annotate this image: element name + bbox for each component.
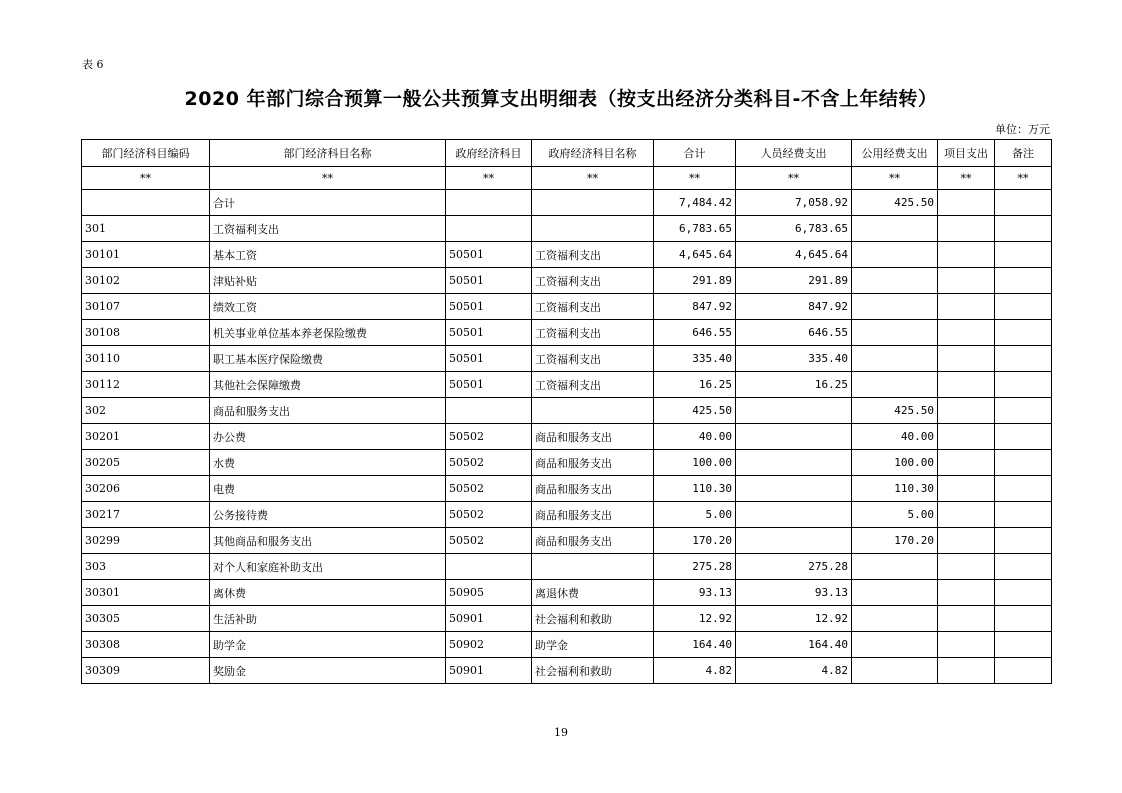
table-row [82,268,1052,294]
cell-dept-code: 30107 [82,294,210,320]
cell-project [938,424,995,450]
cell-dept-code: 30305 [82,606,210,632]
star-cell: ** [736,167,852,190]
cell-dept-name: 对个人和家庭补助支出 [210,554,446,580]
cell-dept-code: 30112 [82,372,210,398]
table-row [82,528,1052,554]
cell-gov-name: 社会福利和救助 [532,658,654,684]
cell-personnel: 7,058.92 [736,190,852,216]
cell-dept-name: 离休费 [210,580,446,606]
cell-personnel: 12.92 [736,606,852,632]
cell-public [852,372,938,398]
expenditure-table [81,139,1052,684]
cell-personnel: 16.25 [736,372,852,398]
cell-gov-name: 工资福利支出 [532,294,654,320]
cell-remark [995,242,1052,268]
cell-dept-name: 生活补助 [210,606,446,632]
cell-dept-name: 职工基本医疗保险缴费 [210,346,446,372]
cell-project [938,190,995,216]
cell-gov-name: 工资福利支出 [532,372,654,398]
header-personnel: 人员经费支出 [736,140,852,167]
cell-project [938,398,995,424]
cell-gov-code: 50905 [446,580,532,606]
cell-remark [995,372,1052,398]
table-row [82,398,1052,424]
table-row [82,658,1052,684]
cell-total: 335.40 [654,346,736,372]
star-cell: ** [532,167,654,190]
cell-project [938,294,995,320]
cell-public [852,242,938,268]
cell-dept-name: 公务接待费 [210,502,446,528]
cell-remark [995,658,1052,684]
cell-personnel: 6,783.65 [736,216,852,242]
header-gov-code: 政府经济科目 [446,140,532,167]
cell-remark [995,216,1052,242]
cell-dept-code: 30308 [82,632,210,658]
cell-dept-name: 津贴补贴 [210,268,446,294]
table-row [82,242,1052,268]
cell-dept-code: 30299 [82,528,210,554]
star-cell: ** [446,167,532,190]
cell-total: 16.25 [654,372,736,398]
cell-gov-name: 工资福利支出 [532,346,654,372]
cell-gov-name: 离退休费 [532,580,654,606]
cell-personnel: 4.82 [736,658,852,684]
cell-dept-code: 30108 [82,320,210,346]
cell-gov-name: 工资福利支出 [532,268,654,294]
unit-label: 单位：万元 [995,123,1050,136]
cell-personnel [736,528,852,554]
cell-project [938,372,995,398]
table-row [82,346,1052,372]
star-cell: ** [995,167,1052,190]
cell-public: 100.00 [852,450,938,476]
cell-remark [995,580,1052,606]
cell-project [938,554,995,580]
cell-total: 4.82 [654,658,736,684]
cell-gov-code: 50901 [446,658,532,684]
cell-dept-name: 机关事业单位基本养老保险缴费 [210,320,446,346]
cell-project [938,606,995,632]
cell-gov-code: 50902 [446,632,532,658]
cell-public [852,320,938,346]
cell-project [938,502,995,528]
cell-dept-code: 302 [82,398,210,424]
cell-total: 12.92 [654,606,736,632]
table-row [82,502,1052,528]
cell-gov-code: 50502 [446,476,532,502]
header-remark: 备注 [995,140,1052,167]
table-row [82,190,1052,216]
star-cell: ** [82,167,210,190]
cell-dept-code: 30206 [82,476,210,502]
cell-total: 100.00 [654,450,736,476]
cell-remark [995,424,1052,450]
cell-gov-code: 50501 [446,294,532,320]
star-row [82,167,1052,190]
cell-gov-name: 工资福利支出 [532,242,654,268]
cell-personnel [736,424,852,450]
cell-gov-name: 商品和服务支出 [532,450,654,476]
cell-gov-code: 50501 [446,320,532,346]
cell-gov-code: 50502 [446,502,532,528]
cell-personnel: 646.55 [736,320,852,346]
cell-dept-code: 303 [82,554,210,580]
table-row [82,580,1052,606]
cell-project [938,658,995,684]
cell-dept-code: 30217 [82,502,210,528]
cell-gov-name [532,398,654,424]
table-row [82,450,1052,476]
cell-public: 40.00 [852,424,938,450]
header-project: 项目支出 [938,140,995,167]
cell-remark [995,398,1052,424]
cell-gov-code: 50501 [446,242,532,268]
cell-personnel: 335.40 [736,346,852,372]
cell-dept-name: 基本工资 [210,242,446,268]
cell-gov-name: 商品和服务支出 [532,528,654,554]
cell-public [852,294,938,320]
cell-dept-code: 30101 [82,242,210,268]
cell-gov-code: 50901 [446,606,532,632]
cell-total: 164.40 [654,632,736,658]
header-row [82,140,1052,167]
cell-public [852,346,938,372]
cell-dept-code: 30309 [82,658,210,684]
cell-gov-code [446,216,532,242]
cell-public [852,554,938,580]
cell-gov-name [532,190,654,216]
cell-personnel [736,476,852,502]
cell-total: 40.00 [654,424,736,450]
cell-gov-code: 50502 [446,528,532,554]
cell-gov-code: 50502 [446,424,532,450]
cell-gov-code: 50502 [446,450,532,476]
cell-public [852,632,938,658]
cell-dept-name: 其他商品和服务支出 [210,528,446,554]
cell-remark [995,450,1052,476]
header-total: 合计 [654,140,736,167]
cell-dept-name: 电费 [210,476,446,502]
cell-dept-name: 商品和服务支出 [210,398,446,424]
cell-public: 425.50 [852,398,938,424]
cell-remark [995,320,1052,346]
cell-remark [995,346,1052,372]
cell-public [852,580,938,606]
cell-total: 7,484.42 [654,190,736,216]
cell-gov-code: 50501 [446,372,532,398]
cell-gov-code: 50501 [446,346,532,372]
cell-dept-code: 30301 [82,580,210,606]
cell-total: 646.55 [654,320,736,346]
cell-personnel [736,398,852,424]
table-row [82,372,1052,398]
page-number: 19 [554,726,568,739]
cell-total: 93.13 [654,580,736,606]
cell-dept-code: 30102 [82,268,210,294]
table-row [82,476,1052,502]
cell-total: 110.30 [654,476,736,502]
cell-total: 291.89 [654,268,736,294]
cell-remark [995,528,1052,554]
cell-total: 6,783.65 [654,216,736,242]
cell-personnel: 164.40 [736,632,852,658]
star-cell: ** [210,167,446,190]
cell-public: 425.50 [852,190,938,216]
header-dept-code: 部门经济科目编码 [82,140,210,167]
cell-gov-name: 社会福利和救助 [532,606,654,632]
cell-gov-code [446,398,532,424]
cell-total: 847.92 [654,294,736,320]
cell-project [938,320,995,346]
cell-personnel: 847.92 [736,294,852,320]
star-cell: ** [654,167,736,190]
cell-gov-code [446,554,532,580]
cell-dept-name: 其他社会保障缴费 [210,372,446,398]
cell-public [852,216,938,242]
cell-project [938,242,995,268]
cell-public [852,658,938,684]
table-row [82,554,1052,580]
table-number: 表 6 [82,58,104,71]
cell-remark [995,268,1052,294]
cell-public [852,606,938,632]
cell-total: 275.28 [654,554,736,580]
cell-gov-name: 商品和服务支出 [532,476,654,502]
cell-public: 5.00 [852,502,938,528]
cell-gov-code [446,190,532,216]
cell-project [938,216,995,242]
cell-dept-code: 30110 [82,346,210,372]
cell-personnel [736,450,852,476]
cell-personnel: 275.28 [736,554,852,580]
cell-dept-name: 工资福利支出 [210,216,446,242]
table-row [82,606,1052,632]
table-row [82,424,1052,450]
cell-gov-name [532,216,654,242]
cell-dept-code [82,190,210,216]
header-gov-name: 政府经济科目名称 [532,140,654,167]
cell-public: 170.20 [852,528,938,554]
cell-project [938,450,995,476]
cell-personnel: 93.13 [736,580,852,606]
cell-public [852,268,938,294]
cell-remark [995,606,1052,632]
cell-dept-name: 奖励金 [210,658,446,684]
header-public: 公用经费支出 [852,140,938,167]
cell-project [938,476,995,502]
cell-dept-name: 水费 [210,450,446,476]
cell-gov-name: 工资福利支出 [532,320,654,346]
cell-personnel: 291.89 [736,268,852,294]
cell-dept-name: 绩效工资 [210,294,446,320]
cell-project [938,580,995,606]
cell-remark [995,190,1052,216]
star-cell: ** [852,167,938,190]
cell-dept-name: 合计 [210,190,446,216]
cell-dept-name: 助学金 [210,632,446,658]
table-row [82,216,1052,242]
cell-dept-code: 301 [82,216,210,242]
cell-personnel: 4,645.64 [736,242,852,268]
header-dept-name: 部门经济科目名称 [210,140,446,167]
cell-total: 4,645.64 [654,242,736,268]
cell-remark [995,502,1052,528]
page-title: 2020 年部门综合预算一般公共预算支出明细表（按支出经济分类科目-不含上年结转） [184,88,938,110]
cell-project [938,528,995,554]
cell-gov-name: 助学金 [532,632,654,658]
table-row [82,320,1052,346]
cell-project [938,268,995,294]
cell-gov-name: 商品和服务支出 [532,502,654,528]
cell-public: 110.30 [852,476,938,502]
cell-gov-code: 50501 [446,268,532,294]
cell-total: 425.50 [654,398,736,424]
cell-personnel [736,502,852,528]
cell-total: 170.20 [654,528,736,554]
cell-dept-code: 30201 [82,424,210,450]
cell-project [938,346,995,372]
cell-remark [995,476,1052,502]
cell-dept-code: 30205 [82,450,210,476]
cell-dept-name: 办公费 [210,424,446,450]
cell-remark [995,632,1052,658]
cell-remark [995,554,1052,580]
table-row [82,294,1052,320]
cell-total: 5.00 [654,502,736,528]
cell-project [938,632,995,658]
table-row [82,632,1052,658]
cell-gov-name [532,554,654,580]
cell-remark [995,294,1052,320]
star-cell: ** [938,167,995,190]
cell-gov-name: 商品和服务支出 [532,424,654,450]
